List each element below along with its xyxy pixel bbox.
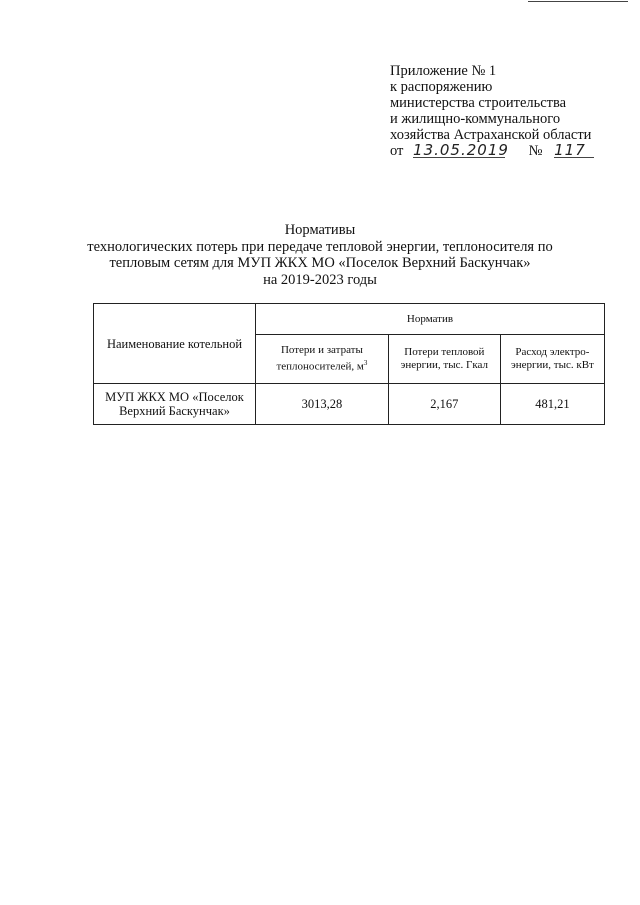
date-number-line <box>390 143 622 159</box>
handwritten-date: 13.05.2019 <box>413 141 509 159</box>
title-line-4: на 2019-2023 годы <box>263 271 377 288</box>
header-coolant-losses <box>256 335 389 384</box>
appendix-line-3: министерства строительства <box>390 95 567 111</box>
document-title <box>80 222 560 288</box>
handwritten-number: 117 <box>554 143 594 158</box>
table-row <box>94 384 605 425</box>
appendix-line-5: хозяйства Астраханской области <box>390 127 592 143</box>
title-line-2: технологических потерь при передаче тепловой энергии, теплоносителя по <box>87 238 553 255</box>
header-electricity: Расход электро-энергии, тыс. кВт <box>500 335 604 384</box>
title-line-1: Нормативы <box>284 222 356 238</box>
title-line-3: тепловым сетям для МУП ЖКХ МО «Поселок Верхний Баскунчак» <box>109 255 531 271</box>
header-normativ: Норматив <box>256 304 605 335</box>
row-boiler-name: МУП ЖКХ МО «Поселок Верхний Баскунчак» <box>94 384 256 425</box>
header-heat-losses: Потери тепловой энергии, тыс. Гкал <box>388 335 500 384</box>
scan-edge-line <box>528 1 628 2</box>
row-coolant-losses: 3013,28 <box>256 384 389 425</box>
normatives-table <box>93 303 605 425</box>
from-label: от <box>390 143 404 159</box>
header-boiler-name: Наименование котельной <box>94 304 256 384</box>
number-label: № <box>528 143 543 159</box>
appendix-line-4: и жилищно-коммунального <box>390 111 561 127</box>
appendix-line-2: к распоряжению <box>390 79 493 95</box>
header-coolant-losses-text: Потери и затраты теплоносителей, м <box>276 344 364 373</box>
row-electricity: 481,21 <box>500 384 604 425</box>
appendix-line-1: Приложение № 1 <box>390 63 497 79</box>
header-coolant-losses-sup: 3 <box>363 359 368 368</box>
row-heat-losses: 2,167 <box>388 384 500 425</box>
appendix-header <box>390 63 622 159</box>
